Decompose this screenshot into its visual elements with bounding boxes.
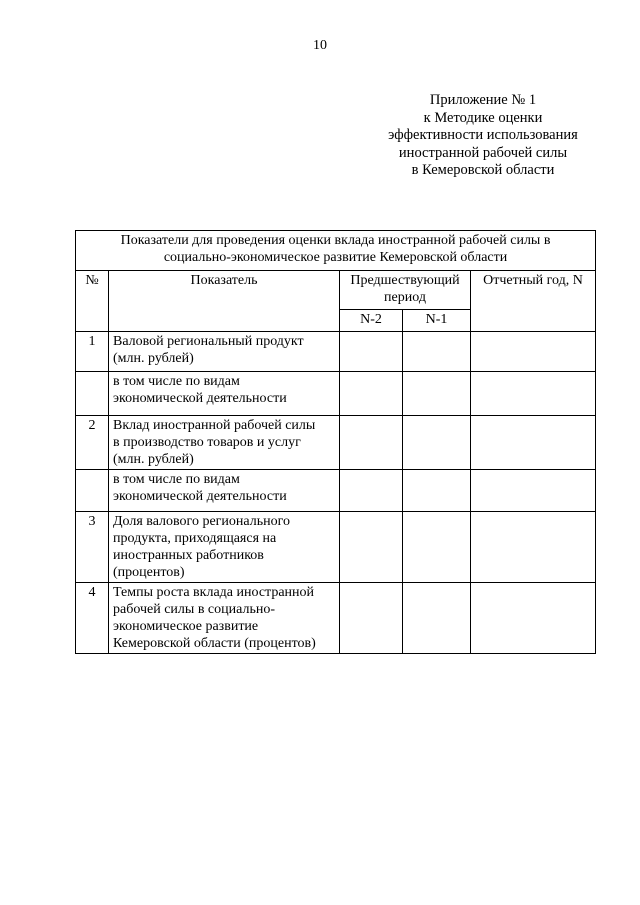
value-n-minus-1 xyxy=(403,470,471,512)
value-reporting-year xyxy=(471,512,596,583)
value-n-minus-2 xyxy=(340,332,403,372)
table-row xyxy=(76,470,596,512)
value-n-minus-1 xyxy=(403,583,471,654)
value-n-minus-2 xyxy=(340,470,403,512)
table-row xyxy=(76,372,596,416)
row-indicator-name xyxy=(109,372,340,416)
header-previous-period-line: период xyxy=(384,290,426,305)
row-indicator-line: Вклад иностранной рабочей силы xyxy=(113,418,316,433)
row-indicator-line: Кемеровской области (процентов) xyxy=(113,636,316,651)
row-indicator-line: в производство товаров и услуг xyxy=(113,435,301,450)
row-indicator-line: Доля валового регионального xyxy=(113,514,290,529)
header-reporting-year: Отчетный год, N xyxy=(471,271,596,332)
table-body xyxy=(76,332,596,654)
appendix-line: эффективности использования xyxy=(388,127,578,143)
table-row xyxy=(76,583,596,654)
value-reporting-year xyxy=(471,332,596,372)
row-indicator-line: (млн. рублей) xyxy=(113,452,194,467)
indicators-table xyxy=(75,230,596,654)
value-n-minus-1 xyxy=(403,332,471,372)
row-number xyxy=(76,470,109,512)
value-n-minus-2 xyxy=(340,372,403,416)
row-indicator-line: иностранных работников xyxy=(113,548,264,563)
row-indicator-line: (процентов) xyxy=(113,565,185,580)
value-n-minus-2 xyxy=(340,416,403,470)
row-indicator-line: в том числе по видам xyxy=(113,472,240,487)
row-indicator-line: экономической деятельности xyxy=(113,489,287,504)
table-row xyxy=(76,512,596,583)
row-indicator-line: экономическое развитие xyxy=(113,619,259,634)
row-indicator-line: рабочей силы в социально- xyxy=(113,602,275,617)
row-number: 4 xyxy=(76,583,109,654)
row-indicator-name xyxy=(109,332,340,372)
row-indicator-line: Валовой региональный продукт xyxy=(113,334,304,349)
row-indicator-line: (млн. рублей) xyxy=(113,351,194,366)
row-indicator-name xyxy=(109,416,340,470)
row-indicator-name xyxy=(109,512,340,583)
row-indicator-line: продукта, приходящаяся на xyxy=(113,531,277,546)
appendix-line: к Методике оценки xyxy=(423,109,543,126)
row-indicator-line: в том числе по видам xyxy=(113,374,240,389)
header-n-minus-2: N-2 xyxy=(340,310,403,332)
table-row xyxy=(76,416,596,470)
header-previous-period xyxy=(340,271,471,310)
row-indicator-line: Темпы роста вклада иностранной xyxy=(113,585,315,600)
appendix-line: Приложение № 1 xyxy=(429,92,537,108)
page-number: 10 xyxy=(313,38,327,53)
appendix-heading xyxy=(370,92,596,180)
appendix-line: в Кемеровской области xyxy=(411,162,555,178)
table-caption-line: социально-экономическое развитие Кемеровской области xyxy=(163,250,508,265)
row-indicator-line: экономической деятельности xyxy=(113,391,287,406)
row-indicator-name xyxy=(109,583,340,654)
appendix-line: иностранной рабочей силы xyxy=(398,144,568,161)
table-caption-line: Показатели для проведения оценки вклада иностранной рабочей силы в xyxy=(120,233,551,248)
value-n-minus-2 xyxy=(340,512,403,583)
value-reporting-year xyxy=(471,372,596,416)
value-reporting-year xyxy=(471,416,596,470)
header-number: № xyxy=(76,271,109,332)
table-row xyxy=(76,332,596,372)
header-previous-period-line: Предшествующий xyxy=(350,273,460,288)
value-n-minus-1 xyxy=(403,372,471,416)
table-caption xyxy=(76,231,596,271)
value-reporting-year xyxy=(471,470,596,512)
row-number xyxy=(76,372,109,416)
value-n-minus-2 xyxy=(340,583,403,654)
row-indicator-name xyxy=(109,470,340,512)
value-reporting-year xyxy=(471,583,596,654)
value-n-minus-1 xyxy=(403,512,471,583)
row-number: 1 xyxy=(76,332,109,372)
row-number: 2 xyxy=(76,416,109,470)
header-n-minus-1: N-1 xyxy=(403,310,471,332)
header-indicator: Показатель xyxy=(109,271,340,332)
value-n-minus-1 xyxy=(403,416,471,470)
row-number: 3 xyxy=(76,512,109,583)
